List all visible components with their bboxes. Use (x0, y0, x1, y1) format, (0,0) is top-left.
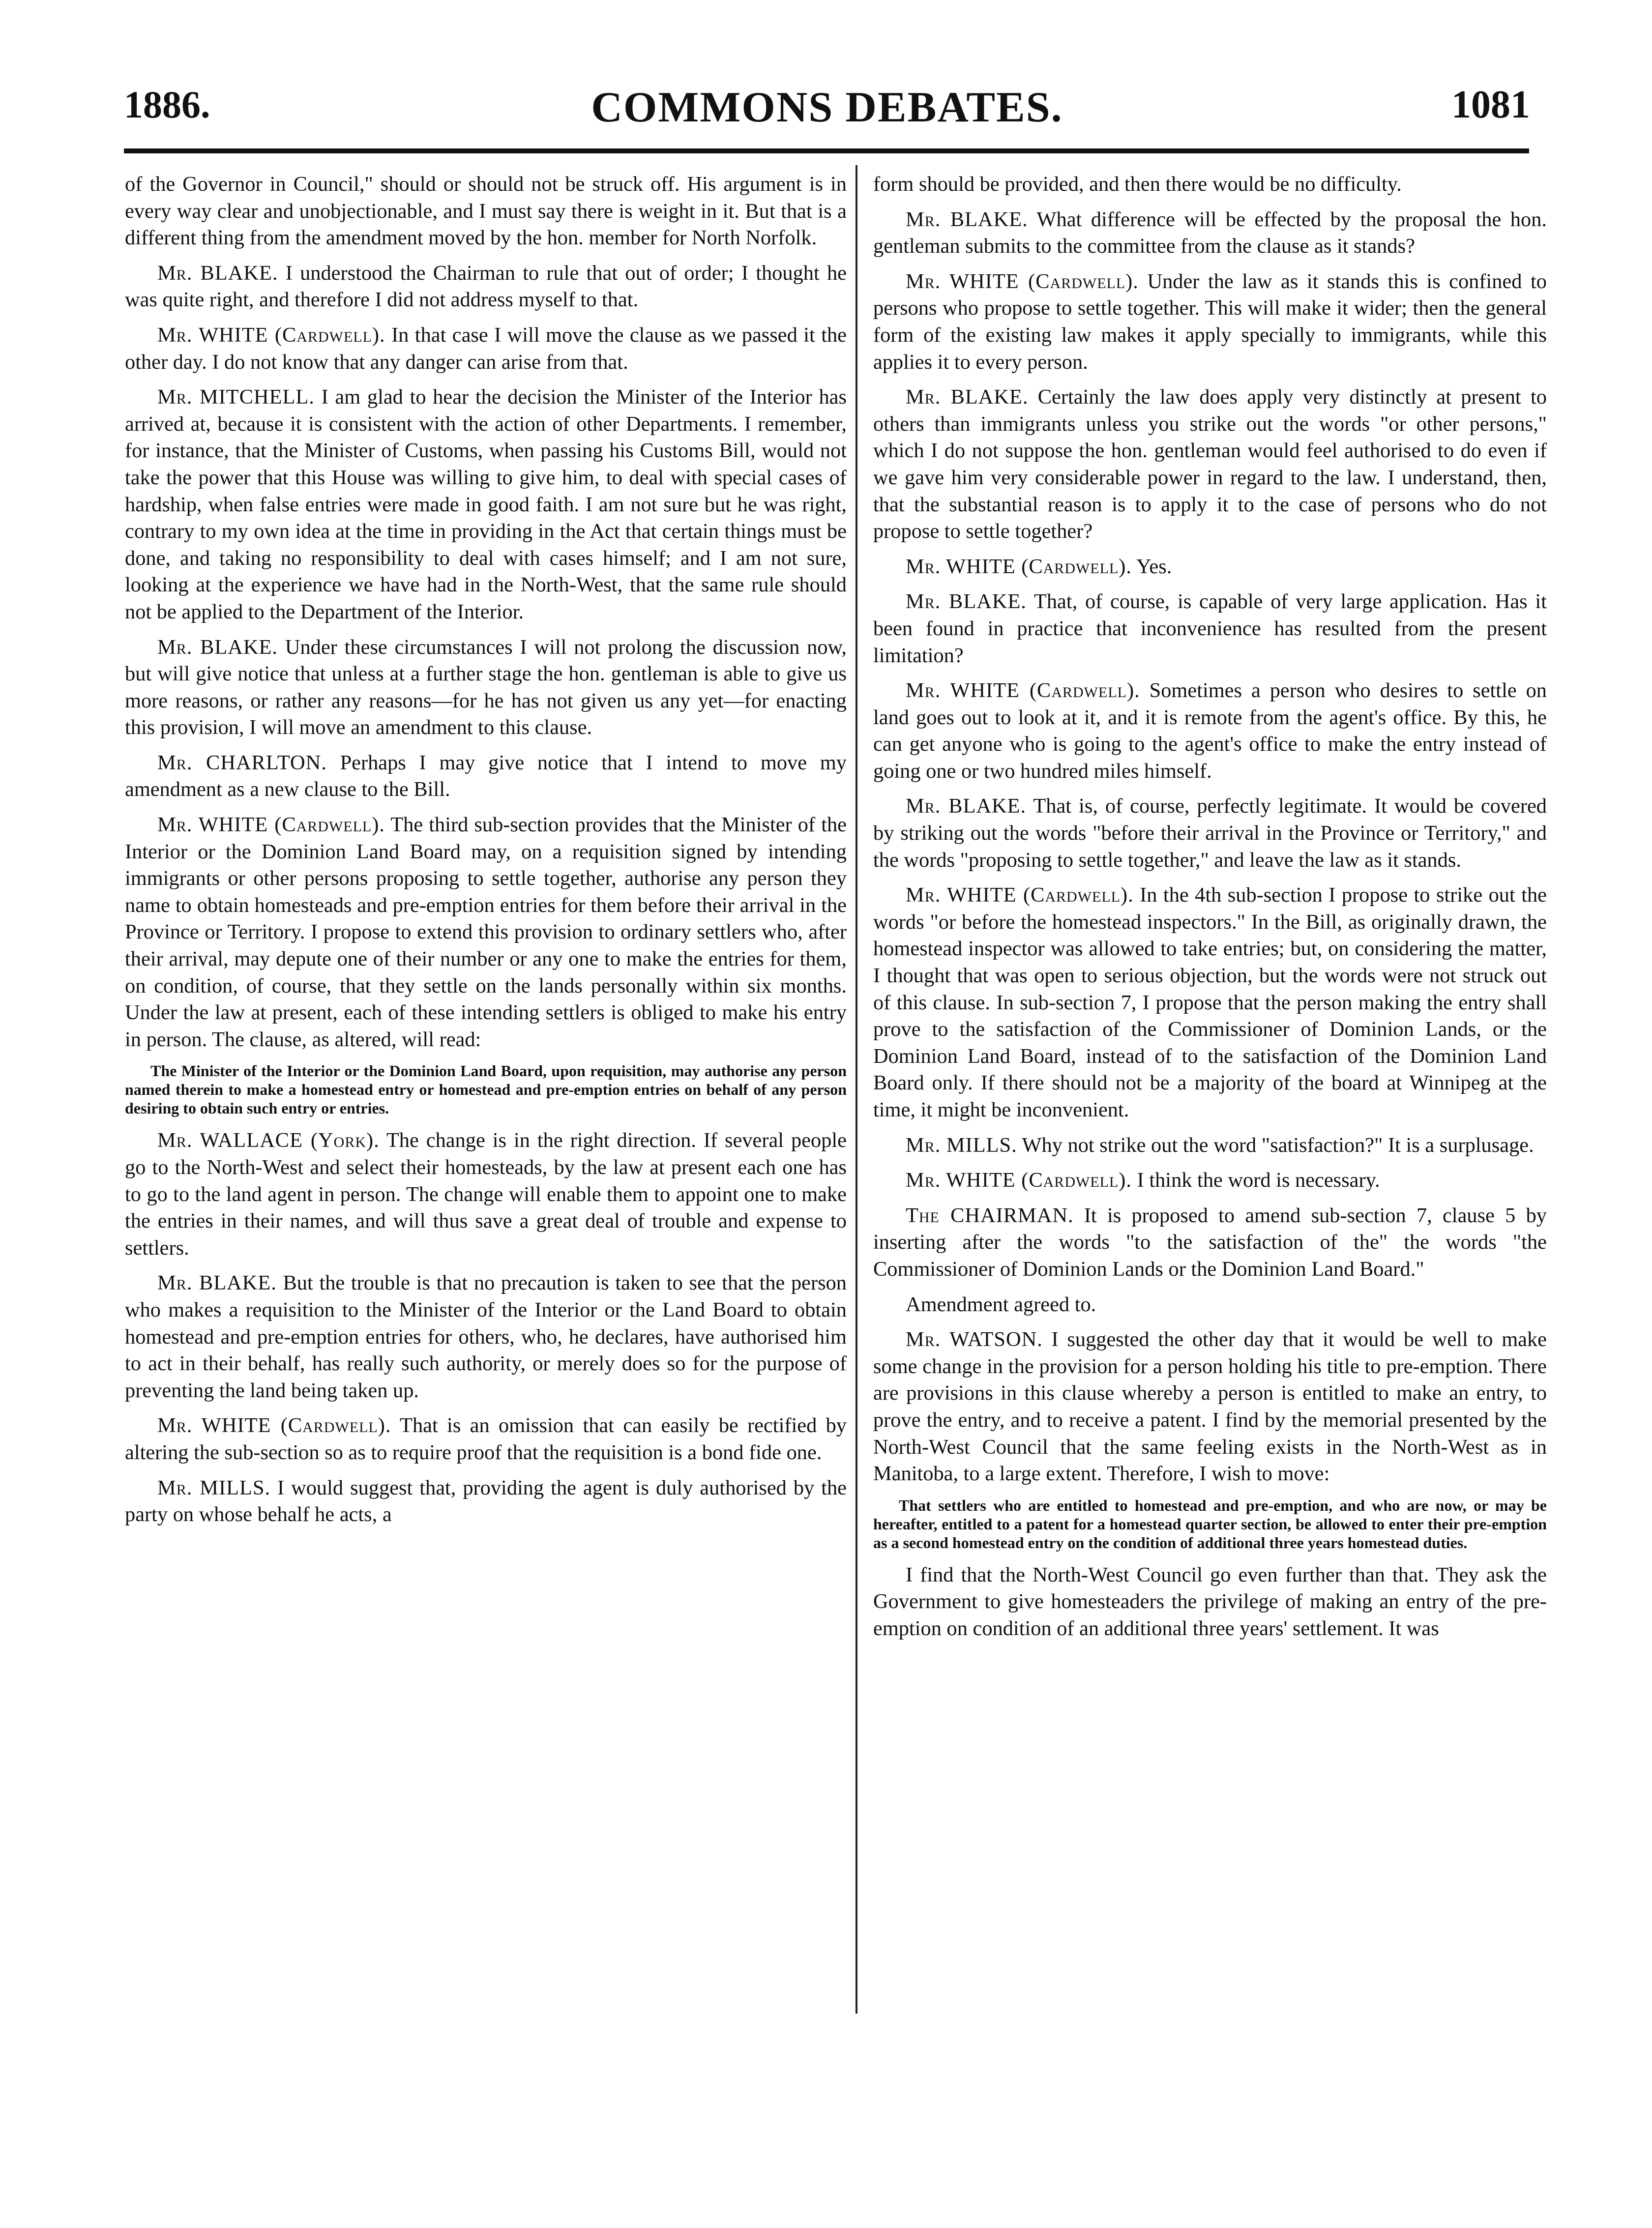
speaker-name: Mr. MILLS. (157, 1476, 271, 1499)
speech-text: The third sub-section provides that the Minister of the Interior or the Dominion Land Board may, on a requisition signed by intending immigrants or other persons proposing to settle together, authorise any person they name to obtain homesteads and pre-emption entries for them before their arrival in the Province or Territory. I propose to extend this provision to ordinary settlers who, after their arrival, may depute one of their number or any one to make the entries for them, on condition, of course, that they settle on the lands personally within six months. Under the law at present, each of these intending settlers is obliged to make his entry in person. The clause, as altered, will read: (125, 813, 847, 1051)
column-divider (856, 165, 857, 2014)
paragraph (873, 384, 1547, 545)
speaker-name: Mr. WALLACE (York). (157, 1129, 380, 1152)
speech-text: I am glad to hear the decision the Minister of the Interior has arrived at, because it is consistent with the action of other Departments. I remember, for instance, that the Minister of Customs, when passing his Customs Bill, would not take the power that this House was willing to give him, to deal with special cases of hardship, when false entries were made in good faith. I am not sure but he was right, contrary to my own idea at the time in providing in the Act that certain things must be done, and taking no responsibility to deal with cases himself; and I am not sure, looking at the experience we have had in the North-West, that the same rule should not be applied to the Department of the Interior. (125, 385, 847, 623)
paragraph (125, 322, 847, 376)
speech-text: Yes. (1136, 555, 1172, 578)
speaker-name: Mr. BLAKE. (906, 385, 1029, 409)
speaker-name: Mr. MITCHELL. (157, 385, 315, 409)
paragraph (125, 812, 847, 1053)
paragraph (873, 206, 1547, 260)
paragraph (125, 634, 847, 741)
speech-text: Under the law as it stands this is confined to persons who propose to settle together. This will make it wider; then the general form of the existing law makes it apply specially to immigrants, while this applies it to every person. (873, 269, 1547, 374)
speaker-name: Mr. WHITE (Cardwell). (906, 679, 1140, 703)
speech-text: The Minister of the Interior or the Dominion Land Board, upon requisition, may authorise any person named therein to make a homestead entry or homestead and pre-emption entries on behalf of any person desiring to obtain such entry or entries. (125, 1062, 847, 1117)
speaker-name: Mr. BLAKE. (157, 1271, 277, 1295)
paragraph (125, 171, 847, 252)
header-rule (124, 148, 1529, 153)
paragraph (125, 1270, 847, 1404)
speech-text: Why not strike out the word "satisfaction?" It is a surplusage. (1022, 1133, 1534, 1157)
speaker-name: Mr. CHARLTON. (157, 751, 327, 774)
paragraph (873, 677, 1547, 785)
paragraph (873, 882, 1547, 1123)
speaker-name: Mr. WHITE (Cardwell). (157, 323, 385, 347)
header-title: COMMONS DEBATES. (591, 84, 1063, 131)
paragraph (873, 554, 1547, 581)
speech-text: That is an omission that can easily be rectified by altering the sub-section so as to require proof that the requisition is a bond fide one. (125, 1414, 847, 1464)
left-column (125, 171, 847, 1537)
paragraph (873, 171, 1547, 198)
speech-text: In that case I will move the clause as we passed it the other day. I do not know that any danger can arise from that. (125, 323, 847, 374)
paragraph (873, 1167, 1547, 1194)
header-year: 1886. (124, 83, 210, 126)
speech-text: I find that the North-West Council go even further than that. They ask the Government to give homesteaders the privilege of making an entry of the pre-emption on condition of an additional three years' settlement. It was (873, 1563, 1547, 1640)
speaker-name: Mr. BLAKE. (157, 261, 278, 285)
speech-text: In the 4th sub-section I propose to strike out the words "or before the homestead inspectors." In the Bill, as originally drawn, the homestead inspector was allowed to take entries; but, on considering the matter, I thought that was open to serious objection, but the words were not struck out of this clause. In sub-section 7, I propose that the person making the entry shall prove to the satisfaction of the Commissioner of Dominion Lands, or the Dominion Land Board, instead of to the satisfaction of the Dominion Land Board only. If there should not be a majority of the board at Winnipeg at the time, it might be inconvenient. (873, 883, 1547, 1121)
speech-text: Certainly the law does apply very distinctly at present to others than immigrants unless you strike out the words "or other persons," which I do not suppose the hon. gentleman would feel authorised to do even if we gave him very considerable power in regard to the law. I understand, then, that the substantial reason is to apply it to the case of persons who do not propose to settle together? (873, 385, 1547, 543)
speech-text: form should be provided, and then there would be no difficulty. (873, 173, 1402, 196)
speech-text: I understood the Chairman to rule that out of order; I thought he was quite right, and therefore I did not address myself to that. (125, 261, 847, 312)
speech-text: Perhaps I may give notice that I intend to move my amendment as a new clause to the Bill. (125, 751, 847, 801)
speaker-name: The CHAIRMAN. (906, 1203, 1074, 1227)
speaker-name: Mr. WATSON. (906, 1328, 1043, 1351)
speech-text: That is, of course, perfectly legitimate. It would be covered by striking out the words "before their arrival in the Province or Territory," and the words "proposing to settle together," and leave the law as it stands. (873, 794, 1547, 872)
speech-text: I think the word is necessary. (1137, 1169, 1380, 1192)
speech-text: I would suggest that, providing the agent is duly authorised by the party on whose behalf he acts, a (125, 1476, 847, 1526)
speech-text: of the Governor in Council," should or should not be struck off. His argument is in every way clear and unobjectionable, and I must say there is weight in it. But that is a different thing from the amendment moved by the hon. member for North Norfolk. (125, 173, 847, 250)
paragraph (125, 384, 847, 625)
speech-text: Under these circumstances I will not prolong the discussion now, but will give notice that unless at a further stage the hon. gentleman is able to give us more reasons, or rather any reasons—for he has not given us any yet—for enacting this provision, I will move an amendment to this clause. (125, 635, 847, 739)
speech-text: What difference will be effected by the proposal the hon. gentleman submits to the committee from the clause as it stands? (873, 207, 1547, 258)
speaker-name: Mr. WHITE (Cardwell). (906, 269, 1139, 293)
speaker-name: Mr. BLAKE. (157, 635, 278, 659)
right-column (873, 171, 1547, 1651)
speech-text: Sometimes a person who desires to settle on land goes out to look at it, and it is remote from the agent's office. By this, he can get anyone who is going to the agent's office to make the entry instead of going one or two hundred miles himself. (873, 679, 1547, 783)
speaker-name: Mr. BLAKE. (906, 207, 1028, 231)
paragraph (125, 750, 847, 803)
speech-text: The change is in the right direction. If several people go to the North-West and select their homesteads, by the law at present each one has to go to the land agent in person. The change will enable them to appoint one to make the entries in their names, and will thus save a great deal of trouble and expense to settlers. (125, 1129, 847, 1260)
speaker-name: Mr. WHITE (Cardwell). (906, 1169, 1132, 1192)
page-header (124, 83, 1530, 137)
paragraph (125, 1412, 847, 1466)
speaker-name: Mr. WHITE (Cardwell). (157, 813, 385, 837)
speech-text: I suggested the other day that it would be well to make some change in the provision for a person holding his title to pre-emption. There are provisions in this clause whereby a person is entitled to make an entry, to prove the entry, and to receive a patent. I find by the memorial presented by the North-West Council that the same feeling exists in the North-West as in Manitoba, to a large extent. Therefore, I wish to move: (873, 1328, 1547, 1486)
paragraph (873, 1202, 1547, 1283)
speaker-name: Mr. BLAKE. (906, 590, 1027, 614)
speaker-name: Mr. WHITE (Cardwell). (157, 1414, 391, 1437)
speech-text: But the trouble is that no precaution is taken to see that the person who makes a requisition to the Minister of the Interior or the Land Board to obtain homestead and pre-emption entries for others, who, he declares, have authorised him to act in their behalf, has really such authority, or merely does so for the purpose of preventing the land being taken up. (125, 1271, 847, 1402)
paragraph (873, 588, 1547, 669)
speech-text: It is proposed to amend sub-section 7, clause 5 by inserting after the words "to the satisfaction of the" the words "the Commissioner of Dominion Lands or the Dominion Land Board." (873, 1203, 1547, 1281)
paragraph (873, 1326, 1547, 1488)
speech-text: That settlers who are entitled to homestead and pre-emption, and who are now, or may be hereafter, entitled to a patent for a homestead quarter section, be allowed to enter their pre-emption as a second homestead entry on the condition of additional three years homestead duties. (873, 1496, 1547, 1552)
paragraph (125, 1127, 847, 1261)
speaker-name: Mr. WHITE (Cardwell). (906, 555, 1132, 578)
speaker-name: Mr. WHITE (Cardwell). (906, 883, 1134, 907)
speaker-name: Mr. MILLS. (906, 1133, 1017, 1157)
speech-text: That, of course, is capable of very large application. Has it been found in practice that inconvenience has resulted from the present limitation? (873, 590, 1547, 667)
paragraph (873, 1132, 1547, 1159)
paragraph (873, 1562, 1547, 1642)
speech-text: Amendment agreed to. (906, 1292, 1096, 1316)
paragraph (873, 1291, 1547, 1319)
quoted-text (125, 1061, 847, 1117)
paragraph (125, 1475, 847, 1528)
paragraph (873, 793, 1547, 874)
quoted-text (873, 1496, 1547, 1552)
paragraph (873, 268, 1547, 376)
paragraph (125, 260, 847, 314)
speaker-name: Mr. BLAKE. (906, 794, 1027, 818)
header-page-number: 1081 (1451, 83, 1530, 126)
